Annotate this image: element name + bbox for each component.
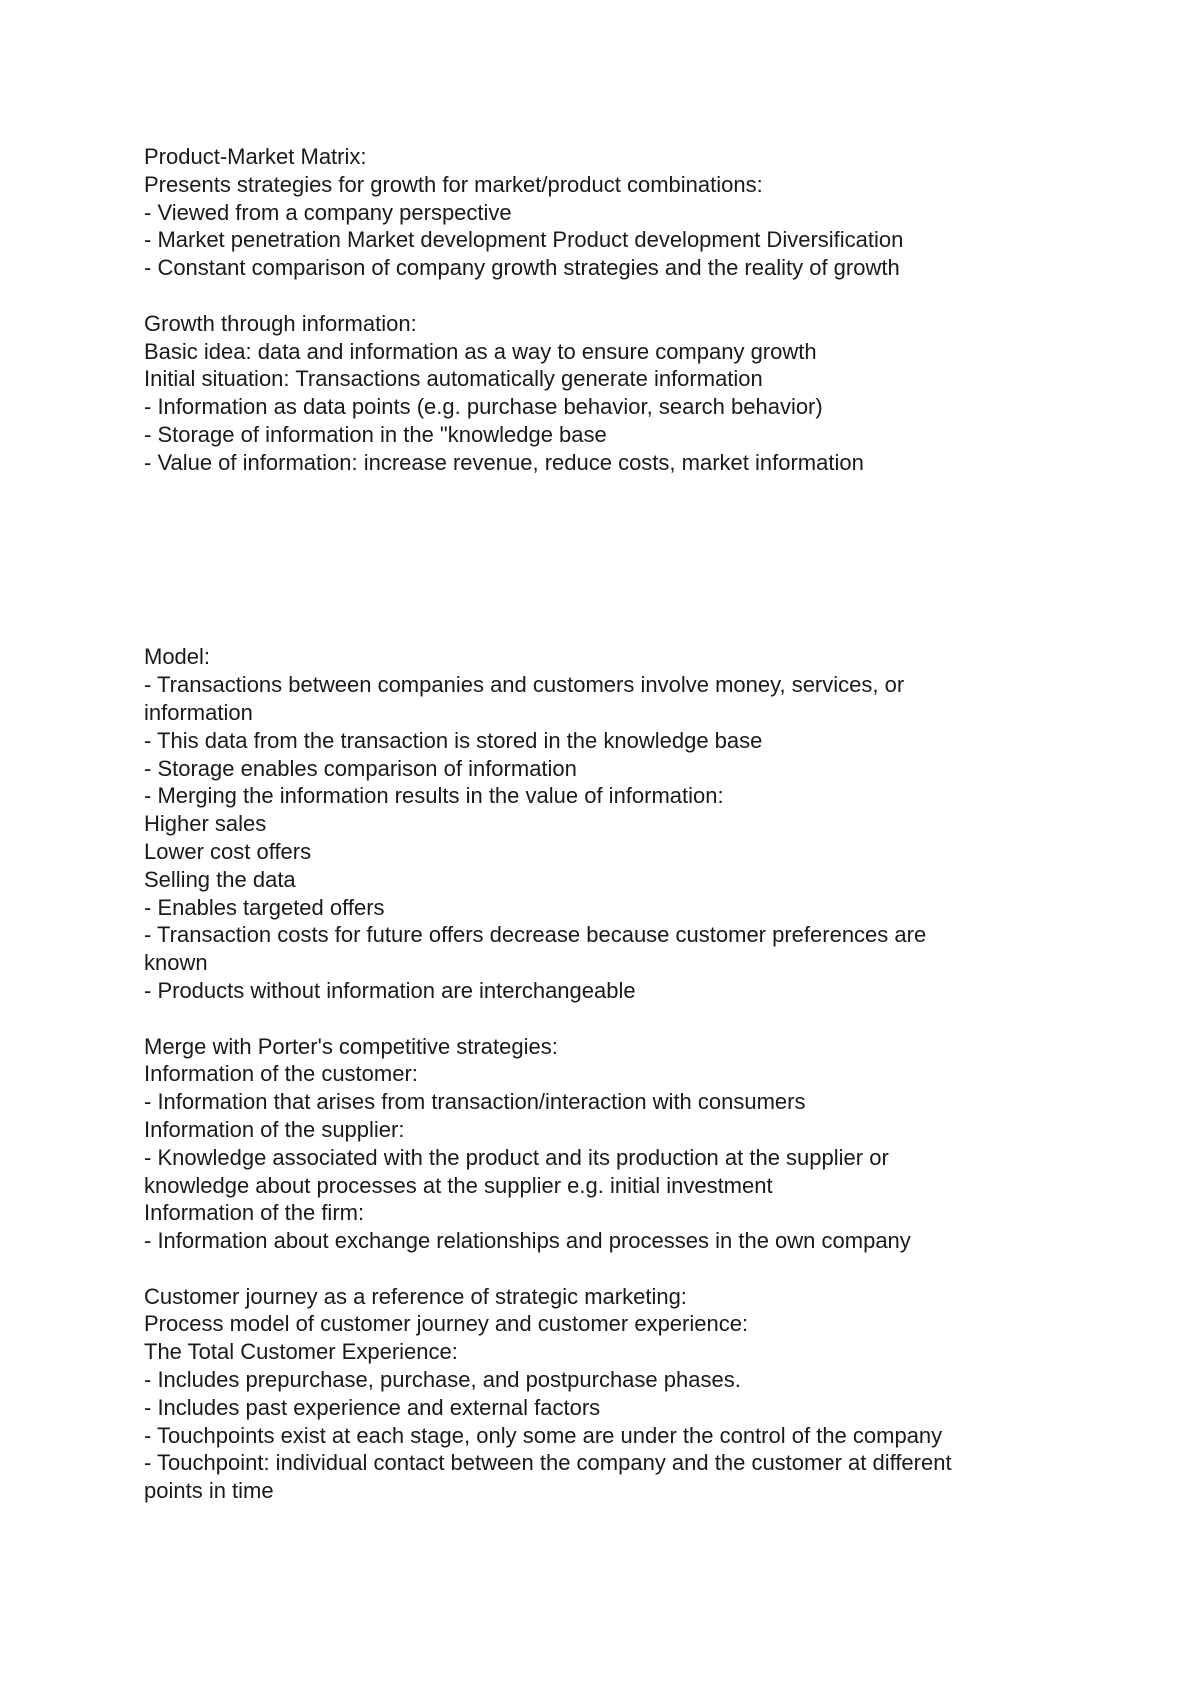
text-line: Presents strategies for growth for market/product combinations: — [144, 171, 763, 197]
text-line: Initial situation: Transactions automatically generate information — [144, 366, 763, 392]
heading-product-market-matrix: Product-Market Matrix: — [144, 144, 367, 169]
document-body — [144, 143, 1064, 1505]
bullet-item: - Transactions between companies and customers involve money, services, or — [144, 672, 905, 698]
text-line: Basic idea: data and information as a way to ensure company growth — [144, 338, 817, 364]
paragraph-gap — [144, 477, 1064, 644]
text-line: Higher sales — [144, 811, 267, 837]
text-line: points in time — [144, 1478, 274, 1504]
text-line: known — [144, 950, 208, 976]
paragraph-gap — [144, 1255, 1064, 1283]
text-line: information — [144, 699, 253, 725]
paragraph-gap — [144, 1005, 1064, 1033]
section-porter-strategies — [144, 1033, 1064, 1255]
bullet-item: - Includes past experience and external factors — [144, 1394, 601, 1420]
bullet-item: - Storage of information in the "knowledge base — [144, 421, 607, 447]
text-line: Lower cost offers — [144, 838, 312, 864]
paragraph-gap — [144, 282, 1064, 310]
bullet-item: - Products without information are interchangeable — [144, 977, 636, 1003]
section-model — [144, 643, 1064, 1004]
bullet-item: - Merging the information results in the value of information: — [144, 783, 724, 809]
bullet-item: - This data from the transaction is stored in the knowledge base — [144, 727, 763, 753]
bullet-item: - Market penetration Market development Product development Diversification — [144, 227, 904, 253]
bullet-item: - Transaction costs for future offers decrease because customer preferences are — [144, 922, 927, 948]
bullet-item: - Storage enables comparison of information — [144, 755, 577, 781]
text-line: The Total Customer Experience: — [144, 1339, 458, 1365]
bullet-item: - Constant comparison of company growth strategies and the reality of growth — [144, 255, 900, 281]
bullet-item: - Information that arises from transaction/interaction with consumers — [144, 1089, 806, 1115]
bullet-item: - Information about exchange relationships and processes in the own company — [144, 1228, 911, 1254]
heading-growth-through-information: Growth through information: — [144, 310, 417, 336]
bullet-item: - Enables targeted offers — [144, 894, 385, 920]
section-growth-through-information — [144, 310, 1064, 477]
section-customer-journey — [144, 1283, 1064, 1505]
bullet-item: - Value of information: increase revenue, reduce costs, market information — [144, 449, 864, 475]
bullet-item: - Viewed from a company perspective — [144, 199, 512, 225]
bullet-item: - Touchpoints exist at each stage, only some are under the control of the company — [144, 1422, 943, 1448]
heading-porter-strategies: Merge with Porter's competitive strategies: — [144, 1033, 558, 1059]
heading-model: Model: — [144, 644, 211, 670]
text-line: Information of the firm: — [144, 1200, 365, 1226]
text-line: Selling the data — [144, 866, 296, 892]
heading-customer-journey: Customer journey as a reference of strategic marketing: — [144, 1283, 687, 1309]
bullet-item: - Touchpoint: individual contact between the company and the customer at different — [144, 1450, 952, 1476]
text-line: Information of the supplier: — [144, 1116, 405, 1142]
bullet-item: - Knowledge associated with the product and its production at the supplier or — [144, 1144, 889, 1170]
text-line: Information of the customer: — [144, 1061, 418, 1087]
text-line: knowledge about processes at the supplier e.g. initial investment — [144, 1172, 773, 1198]
bullet-item: - Information as data points (e.g. purchase behavior, search behavior) — [144, 394, 823, 420]
section-product-market-matrix — [144, 143, 1064, 282]
text-line: Process model of customer journey and customer experience: — [144, 1311, 749, 1337]
bullet-item: - Includes prepurchase, purchase, and postpurchase phases. — [144, 1367, 741, 1393]
